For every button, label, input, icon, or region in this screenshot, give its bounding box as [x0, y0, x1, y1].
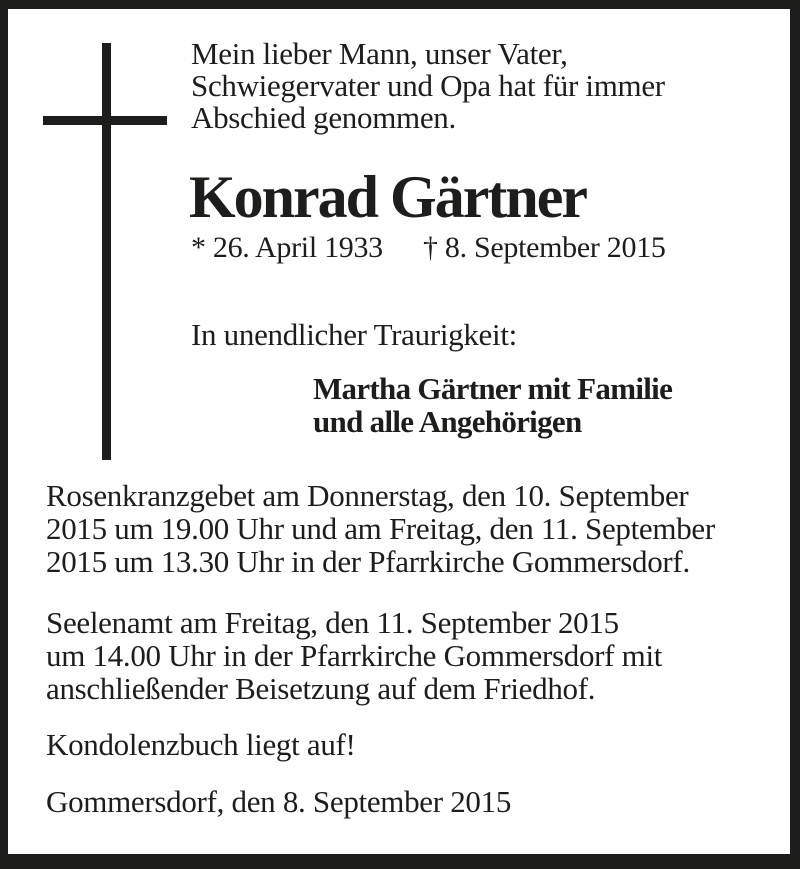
place-and-date: Gommersdorf, den 8. September 2015: [46, 784, 512, 819]
mourning-intro: In unendlicher Traurigkeit:: [191, 317, 517, 352]
intro-line: Mein lieber Mann, unser Vater,: [191, 36, 568, 71]
notice-paper: [8, 9, 790, 854]
requiem-line: anschließender Beisetzung auf dem Friedhof.: [46, 671, 596, 706]
rosary-line: 2015 um 19.00 Uhr und am Freitag, den 11. September: [46, 511, 715, 546]
cross-horizontal-bar: [43, 116, 167, 125]
condolence-note: Kondolenzbuch liegt auf!: [46, 727, 356, 762]
deceased-name: Konrad Gärtner: [189, 164, 586, 230]
intro-line: Abschied genommen.: [191, 100, 456, 135]
mourner-line: und alle Angehörigen: [313, 404, 582, 439]
rosary-line: Rosenkranzgebet am Donnerstag, den 10. September: [46, 478, 689, 513]
requiem-paragraph: [46, 606, 662, 705]
intro-line: Schwiegervater und Opa hat für immer: [191, 68, 665, 103]
mourners: [313, 372, 672, 438]
intro-text: [191, 38, 665, 134]
birth-date: * 26. April 1933: [191, 231, 383, 264]
requiem-line: um 14.00 Uhr in der Pfarrkirche Gommersdorf mit: [46, 638, 663, 673]
rosary-line: 2015 um 13.30 Uhr in der Pfarrkirche Gommersdorf.: [46, 544, 690, 579]
cross-vertical-bar: [102, 43, 111, 460]
life-dates: [191, 231, 666, 264]
death-date: † 8. September 2015: [423, 231, 666, 264]
requiem-line: Seelenamt am Freitag, den 11. September 2015: [46, 605, 619, 640]
mourner-line: Martha Gärtner mit Familie: [313, 371, 673, 406]
rosary-paragraph: [46, 479, 715, 578]
